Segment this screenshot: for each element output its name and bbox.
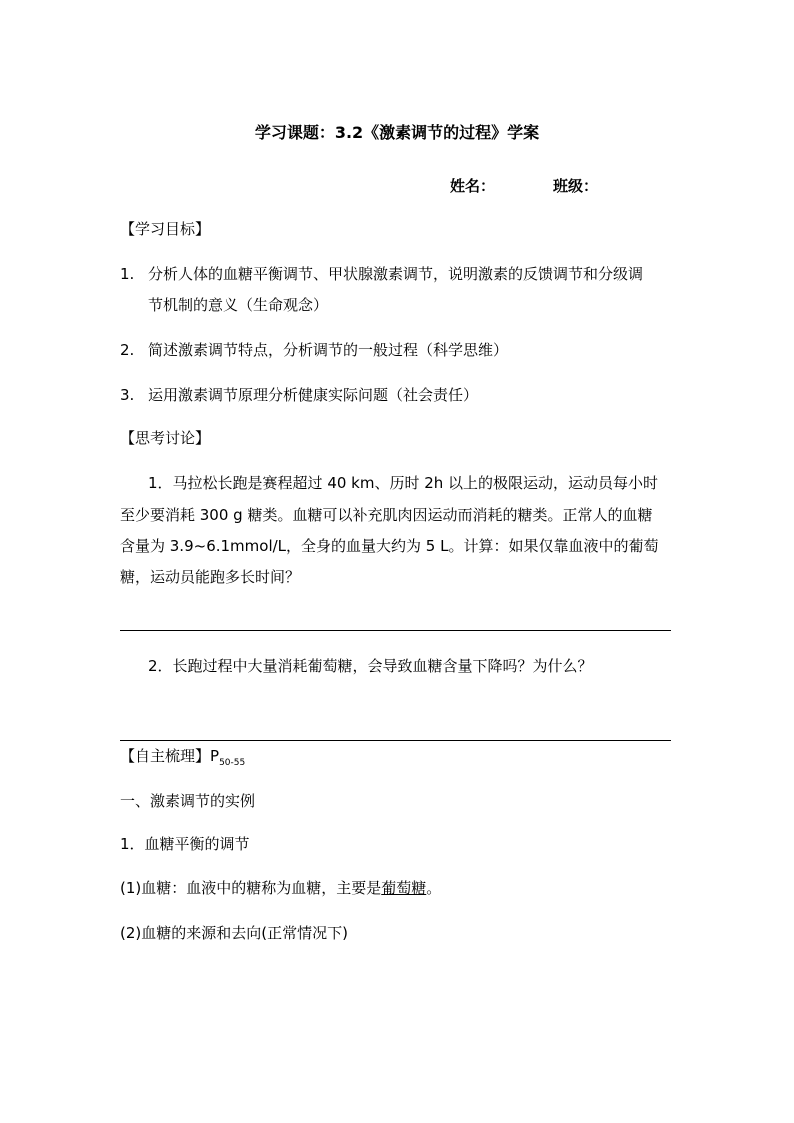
item-1-heading: 1．血糖平衡的调节 — [120, 835, 250, 853]
objective-number: 1. — [120, 265, 135, 283]
answer-line-1 — [120, 630, 671, 631]
part-1-heading: 一、激素调节的实例 — [120, 792, 256, 810]
objective-text: 简述激素调节特点，分析调节的一般过程（科学思维） — [148, 341, 509, 359]
objectives-heading: 【学习目标】 — [120, 220, 211, 238]
objective-text: 运用激素调节原理分析健康实际问题（社会责任） — [148, 386, 479, 404]
objective-text-continued: 节机制的意义（生命观念） — [148, 296, 329, 314]
question-1-line: 糖，运动员能跑多长时间？ — [120, 568, 301, 586]
name-label: 姓名： — [450, 177, 496, 195]
review-heading-row — [120, 745, 245, 774]
review-page-ref: P — [210, 747, 220, 765]
review-heading: 【自主梳理】 — [120, 747, 211, 765]
question-1-line: 至少要消耗 300 g 糖类。血糖可以补充肌肉因运动而消耗的糖类。正常人的血糖 — [120, 506, 653, 524]
objective-text: 分析人体的血糖平衡调节、甲状腺激素调节，说明激素的反馈调节和分级调 — [148, 265, 644, 283]
class-label: 班级： — [553, 177, 599, 195]
item-1b: (2)血糖的来源和去向(正常情况下) — [120, 924, 348, 942]
page-title: 学习课题：3.2《激素调节的过程》学案 — [254, 123, 540, 142]
item-1a-answer: 葡萄糖 — [381, 879, 427, 897]
objective-number: 3. — [120, 386, 135, 404]
review-page-range: 50-55 — [219, 758, 246, 768]
item-1a-text: (1)血糖：血液中的糖称为血糖，主要是 — [120, 879, 382, 897]
question-2: 2．长跑过程中大量消耗葡萄糖，会导致血糖含量下降吗？为什么？ — [148, 657, 593, 675]
question-1-line: 含量为 3.9~6.1mmol/L，全身的血量大约为 5 L。计算：如果仅靠血液中的葡萄 — [120, 537, 659, 555]
item-1a — [120, 877, 441, 899]
objective-number: 2. — [120, 341, 135, 359]
item-1a-suffix: 。 — [426, 879, 442, 897]
answer-line-2 — [120, 740, 671, 741]
question-1-line: 1．马拉松长跑是赛程超过 40 km、历时 2h 以上的极限运动，运动员每小时 — [148, 474, 659, 492]
discussion-heading: 【思考讨论】 — [120, 429, 211, 447]
